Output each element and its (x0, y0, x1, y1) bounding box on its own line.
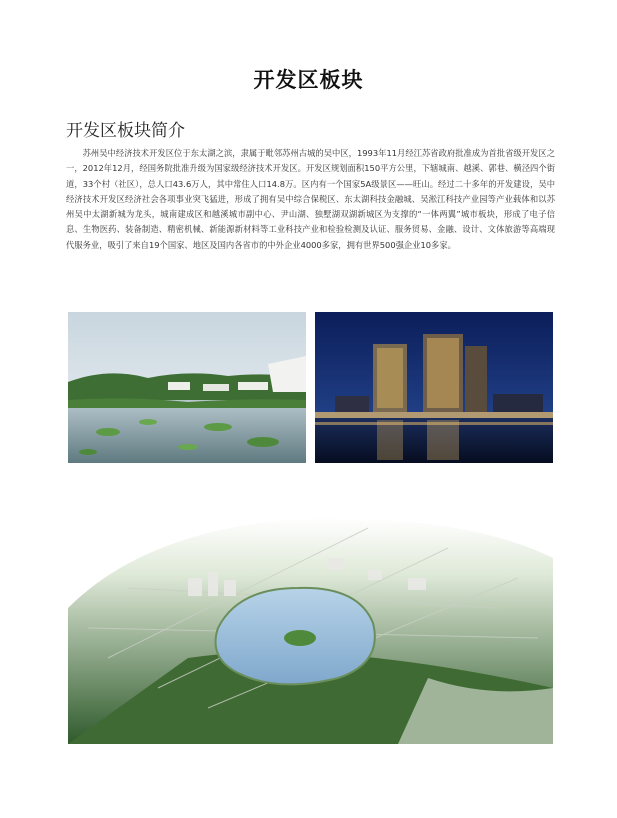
night-skyline-photo (315, 312, 553, 463)
page-title: 开发区板块 (253, 68, 364, 92)
section-heading: 开发区板块简介 (66, 121, 185, 141)
aerial-masterplan-rendering (68, 488, 553, 744)
intro-paragraph: 苏州吴中经济技术开发区位于东太湖之滨，隶属于毗邻苏州古城的吴中区，1993年11月经江苏省政府批准成为首批省级开发区之一，2012年12月，经国务院批准升级为国家级经济技术开发区。开发区规划面积150平方公里，下辖城南、越溪、郭巷、横泾四个街道，33个村（社区），总人口43.6万人，其中常住人口14.8万。区内有一个国家5A级景区——旺山。经过二十多年的开发建设，吴中经济技术开发区经济社会各项事业突飞猛进，形成了拥有吴中综合保税区、东太湖科技金融城、吴淞江科技产业园等产业载体和以苏州吴中太湖新城为龙头，城南建成区和越溪城市副中心、尹山湖、独墅湖双湖新城区为支撑的“一体两翼”城市板块，形成了电子信息、生物医药、装备制造、精密机械、新能源新材料等工业科技产业和检验检测及认证、服务贸易、金融、设计、文体旅游等高端现代服务业，吸引了来自19个国家、地区及国内各省市的中外企业4000多家，拥有世界500强企业10多家。 (66, 148, 555, 250)
lake-lotus-photo (68, 312, 306, 463)
